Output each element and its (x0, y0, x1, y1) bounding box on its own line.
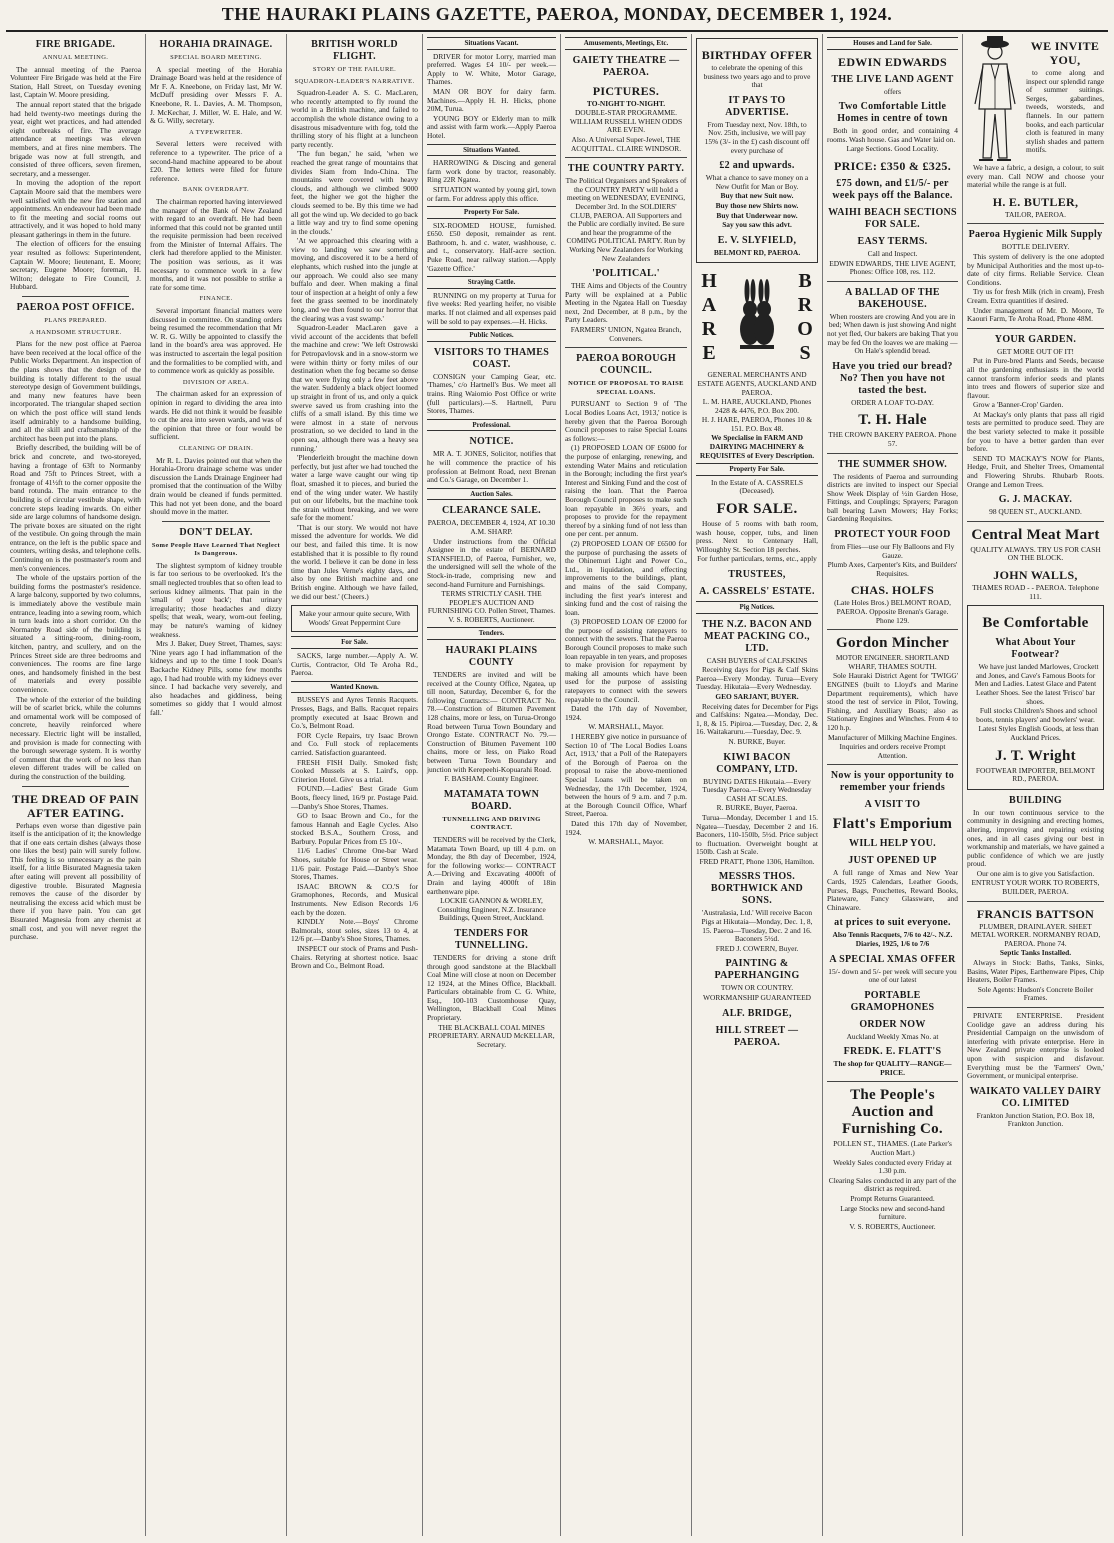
country-party-heading: THE COUNTRY PARTY. (567, 163, 685, 175)
opportunity-heading: Now is your opportunity to remember your friends (830, 770, 955, 794)
article-paragraph: The slightest symptom of kidney trouble is far too serious to be overlooked. It's the small neglected troubles that so often lead to serious kidney ailments. That pain in the 'small of your back'; that urinary irregularity; those headaches and dizzy spells; that weak, weary, worn-out feeling, may be nature's warning of kidney weakness. (150, 560, 282, 639)
auction-terms: TERMS STRICTLY CASH. THE PEOPLE'S AUCTION AND FURNISHING CO. Pollen Street, Thames. V. S. ROBERTS, Auctioneer. (427, 589, 556, 624)
estate-text: In the Estate of A. CASSRELS (Deceased). (711, 477, 803, 496)
garden-text: Put in Pure-bred Plants and Seeds, because all the gardening enthusiasts in the world cannot transform inferior seeds and plants into trees and flowers of superior size and flavour. (967, 356, 1104, 400)
classified-ad: RUNNING on my property at Turua for five weeks: Red yearling heifer, no visible marks. If not claimed and all expenses paid will be sold to pay expenses.—H. Hicks. (427, 290, 556, 326)
article-paragraph: The whole of the upstairs portion of the building forms the postmaster's residence. A large balcony, supported by two columns, is immediately above the vestibule main entrance, leading into a sewing room, which in turn leads into a short corridor. On the Normanby Road side of the building is situated a sitting-room, dining-room, kitchen, pantry, and scullery, and on the Princes Street side are three bedrooms and conveniences. The rooms are fine large ones, and handsomely finished in the best of materials and every possible convenience. (10, 573, 141, 694)
divider (967, 521, 1104, 522)
butler-text: We have a fabric, a design, a colour, to suit every man. Call NOW and choose your material while the range is at full. (967, 163, 1104, 190)
visit-heading: A VISIT TO (864, 799, 921, 811)
protect-text: Plumb Axes, Carpenter's Kits, and Builders' Requisites. (827, 560, 958, 578)
footwear-heading: What About Your Footwear? (995, 637, 1076, 661)
milk-text: Under management of Mr. D. Moore, Te Kaouri Farm, Te Aroha Road, Phone 48M. (967, 305, 1104, 324)
programme-line: DOUBLE-STAR PROGRAMME. WILLIAM RUSSELL WHEN ODDS ARE EVEN. (569, 108, 683, 135)
tunnelling-tenders-heading: TENDERS FOR TUNNELLING. (454, 927, 529, 951)
ad-line: Buy that Underwear now. (716, 210, 798, 220)
edwards-contact: EDWIN EDWARDS, THE LIVE AGENT, Phones: Office 108, res. 112. (829, 258, 956, 277)
classified-ad: DRIVER for motor Lorry, married man preferred. Wages £4 10/- per week.—Apply to W. White, Motor Garage, Thames. (427, 51, 556, 87)
signature: R. BURKE, Buyer, Paeroa. (716, 803, 798, 813)
alf-bridge-heading: ALF. BRIDGE, (722, 1007, 792, 1019)
auction-text: Weekly Sales conducted every Friday at 1.30 p.m. (833, 1157, 952, 1176)
summer-show-heading: THE SUMMER SHOW. (837, 458, 948, 470)
column-6 (692, 34, 823, 1536)
divider (827, 629, 958, 630)
article-paragraph: The annual report stated that the brigade had held twenty-two meetings during the year, eight wet practices, and had attended eight outbreaks of fire. The average attendance at meetings was eleven members, and at fires nine members. The brigade was now at full strength, and consisted of three officers, seven firemen, secretary, and a messenger. (10, 99, 141, 178)
article-paragraph: Mr R. L. Davies pointed out that when the Horahia-Ororu drainage scheme was under discussion the Lands Drainage Engineer had promised that the continuation of the Wilby drain would be cleaned if funds permitted. This had not yet been done, and the board should move in the matter. (150, 455, 282, 517)
classified-ad: Under instructions from the Official Assignee in the estate of BERNARD STANSFIELD, of Paeroa, Furnisher, we, the undersigned will sell the whole of the Stock-in-trade, comprising new and second-hand Furniture and Furnishings. (427, 536, 556, 589)
signature: N. BURKE, Buyer. (728, 736, 786, 746)
offers-text: offers (883, 86, 902, 96)
wright-heading: J. T. Wright (995, 747, 1076, 764)
prices-heading: at prices to suit everyone. (834, 917, 951, 929)
pig-text: Receiving days for Pigs & Calf Skins Paeroa—Every Monday. Turua—Every Tuesday. Hikutaia—Every Wednesday. (696, 665, 818, 692)
typewriter-subheading: A TYPEWRITER. (189, 128, 243, 136)
signature: FRED J. COWERN, Buyer. (715, 943, 799, 953)
signature: F. BASHAM. County Engineer. (444, 774, 539, 784)
enterprise-text: PRIVATE ENTERPRISE. President Coolidge gave an address during his Presidential Campaign on the unwisdom of interfering with private enterprise. Here in New Zealand private enterprise is looked upon with suspicion and disfavour. Everything must be the 'Farmers' Own,' Government, or municipal enterprise. (967, 1011, 1104, 1081)
order-loaf: ORDER A LOAF TO-DAY. (851, 397, 934, 407)
masthead: THE HAURAKI PLAINS GAZETTE, PAEROA, MONDAY, DECEMBER 1, 1924. (221, 4, 893, 24)
butler-text: TAILOR, PAEROA. (1005, 209, 1066, 219)
column-7 (823, 34, 963, 1536)
classified-ad: SIX-ROOMED HOUSE, furnished. £650. £50 deposit, remainder as rent. Bathroom, h. and c. water, washhouse, c. and t., conservatory. Half-acre section. Puke Road, near railway station.—Apply 'Gazette Office.' (427, 220, 556, 273)
mincher-text: MOTOR ENGINEER. SHORTLAND WHARF, THAMES SOUTH. (835, 653, 950, 671)
butler-heading: H. E. BUTLER, (992, 194, 1079, 209)
battson-text: Septic Tanks Installed. (999, 948, 1072, 958)
cleaning-subheading: CLEANING OF DRAIN. (178, 444, 254, 452)
divider (827, 1081, 958, 1082)
straying-cattle-section: Straying Cattle. (427, 276, 556, 289)
signature: GEO SARJANT, BUYER. (715, 691, 799, 701)
loan-date: Dated this 17th day of November, 1924. (565, 818, 687, 837)
divider (565, 157, 687, 158)
loan-notice: (1) PROPOSED LOAN OF £6000 for the purpose of enlarging, renewing, and extending Water Mains and reticulation in the Borough; including the first year's Interest and Sinking Fund and the cost of raising the loan. That the Paeroa Borough Council proposes to make such loan repayable in 36½ years, and proposes to provide for the repayment thereof by a sinking fund of not less than one per cent. per annum. (565, 443, 687, 539)
division-subheading: DIVISION OF AREA. (182, 378, 250, 386)
houses-land-section: Houses and Land for Sale. (827, 37, 958, 50)
painting-text: WORKMANSHIP GUARANTEED (703, 993, 811, 1003)
divider (827, 281, 958, 282)
trustees-heading: TRUSTEES, (728, 569, 786, 580)
wanted-known-section: Wanted Known. (291, 681, 418, 694)
column-1 (6, 34, 146, 1536)
mincher-text: Inquiries and orders receive Prompt Attention. (839, 742, 946, 760)
mincher-text: Manufacturer of Milking Machine Engines. (827, 732, 958, 742)
classified-ad: FRESH FISH Daily. Smoked fish; Cooked Mussels at S. Laird's, opp. Criterion Hotel. Give us a trial. (291, 757, 418, 784)
world-flight-subheading: STORY OF THE FAILURE. (312, 66, 397, 73)
article-paragraph: Several important financial matters were discussed in committee. On standing orders being resumed the recommendation that Mr W. R. G. Willy be appointed to classify the land in the board's area was approved. He was instructed to ascertain the legal position and the formalities to be complied with, and to commence work as quickly as possible. (150, 306, 282, 376)
summer-show-text: The residents of Paeroa and surrounding districts are invited to inspect our Special Show Week Display of ½in Garden Hose, Fittings, and Couplings; Sprayers; Paragon ball bearing Lawn Mowers; Hay Forks; Gardening Requisites. (827, 471, 958, 524)
column-2 (146, 34, 287, 1536)
order-now-heading: ORDER NOW (859, 1018, 926, 1030)
classified-ad: TENDERS will be received by the Clerk, Matamata Town Board, up till 4 p.m. on Monday, the 8th day of December, 1924, for the following works:— CONTRACT A.—Driving and Excavating 4000ft of Drain and laying 4000ft of 18in earthenware pipe. (427, 834, 556, 896)
auction-text: Prompt Returns Guaranteed. (850, 1194, 935, 1204)
notice-heading: NOTICE. (469, 436, 514, 448)
article-paragraph: The chairman reported having interviewed the manager of the Bank of New Zealand with regard to an overdraft. He had been informed that this could not be granted until the requisite permission had been received from the Minister of Internal Affairs. The clerk had therefore applied to the Minister. The position was serious, as it was necessary to commence work in a few months, and it was not possible to strike a rate for some time. (150, 196, 282, 292)
ballad-heading: A BALLAD OF THE BAKEHOUSE. (845, 286, 940, 310)
ad-text: What a chance to save money on a New Outfit for Man or Boy. (705, 173, 809, 191)
building-text: Our one aim is to give you Satisfaction. (976, 868, 1095, 878)
classified-ad: GO to Isaac Brown and Co., for the famous Hannah and Eagle Cycles. Also stocked B.S.A., Southern Cross, and Barbury. Popular Prices from £5 10/-. (291, 811, 418, 846)
inspect-text: Call and Inspect. (867, 248, 918, 258)
upwards-heading: £2 and upwards. (719, 160, 795, 172)
slyfield-address: BELMONT RD, PAEROA. (713, 247, 801, 257)
loan-notice: (2) PROPOSED LOAN OF £6500 for the purpose of purchasing the assets of the Ohinemuri Light and Power Co., Ltd., in liquidation, and effecting improvements to the buildings, plant, and mains of the said Company, including the first year's interest and sinking fund and the cost of raising the loan. (565, 538, 687, 617)
footwear-text: Full stocks Children's Shoes and school boots, tennis players' and bowlers' wear. (976, 706, 1098, 724)
horahia-drainage-heading: HORAHIA DRAINAGE. (159, 39, 273, 50)
garden-text: At Mackay's only plants that pass all rigid tests are permitted to produce seed. They are the best variety selected to make it possible for you to have a better garden than ever before. (967, 409, 1104, 454)
hale-heading: T. H. Hale (858, 412, 927, 429)
footwear-text: We have just landed Marlowes, Crockett and Jones, and Cave's Famous Boots for Men and Ladies. Latest Glace and Patent Leather Shoes. See the latest 'Frisco' bar shoes. (974, 662, 1099, 706)
classified-ad: KINDLY Note.—Boys' Chrome Balmorals, stout soles, sizes 13 to 4, at 12/6 pr.—Danby's Shoe Stores, Thames. (291, 917, 418, 944)
painting-heading: PAINTING & PAPERHANGING (714, 958, 800, 982)
flatts-text: The shop for QUALITY—RANGE—PRICE. (833, 1059, 952, 1077)
building-text: In our town continuous service to the community in designing and erecting homes, altering, improving and repairing existing ones, and in all cases giving our best in workmanship and materials, we have gained a public confidence of which we are justly proud. (967, 807, 1104, 869)
tunnelling-subheading: TUNNELLING AND DRIVING CONTRACT. (442, 815, 541, 832)
nz-bacon-heading: THE N.Z. BACON AND MEAT PACKING CO., LTD. (701, 618, 813, 654)
article-paragraph: Squadron-Leader A. S. C. MacLaren, who recently attempted to fly round the world in a British machine, and failed to accomplish the whole distance owing to a disastrous misadventure with fog, told the thrilling story of his flight at a luncheon party recently. (291, 88, 418, 149)
borthwick-heading: MESSRS THOS. BORTHWICK AND SONS. (710, 871, 804, 907)
holfs-text: (Late Holes Bros.) BELMONT ROAD, PAEROA. Opposite Brenan's Garage. Phone 129. (834, 598, 951, 625)
protect-food-heading: PROTECT YOUR FOOD (834, 529, 951, 541)
estate-text: For further particulars, terms, etc., apply (697, 554, 817, 564)
programme-line: Also. A Universal Super-Jewel, THE ACQUITTAL. CLAIRE WINDSOR. (570, 134, 682, 153)
rabbits-icon (732, 277, 782, 357)
kiwi-bacon-heading: KIWI BACON COMPANY, LTD. (716, 751, 798, 775)
article-paragraph: Plans for the new post office at Paeroa have been received at the local office of the Public Works Department. An inspection of the plans shows that the design of the building is totally different to the usual stereotype design of Government buildings, and many new features have been incorporated. The triangular shaped section on which the post office will stand lends itself admirably to a handsome building, and all the skill and craftsmanship of the architect has been put into the plans. (10, 339, 141, 443)
column-5 (561, 34, 692, 1536)
garden-text: Grow a 'Banner-Crop' Garden. (973, 400, 1064, 410)
tonight-line: TO-NIGHT TO-NIGHT. (586, 98, 666, 108)
john-walls-heading: JOHN WALLS, (993, 568, 1078, 582)
signature: FRED PRATT, Phone 1306, Hamilton. (699, 856, 815, 866)
flatts-text: Also Tennis Racquets, 7/6 to 42/-. N.Z. Diaries, 1925, 1/6 to 7/6 (832, 930, 953, 948)
auction-text: Clearing Sales conducted in any part of the district as required. (828, 1175, 957, 1194)
ad-text: to celebrate the opening of this business two years ago and to prove that (703, 63, 811, 90)
divider (22, 786, 129, 787)
gentleman-illustration (967, 34, 1023, 164)
article-paragraph: The election of officers for the ensuing year resulted as follows: Superintendent, Captain W. Moore; lieutenant, E. Moore; secretary, Eugene Moore; foreman, H. Wilton; delegate to Fire Council, J. Hubbard. (10, 239, 141, 292)
hare-text: GENERAL MERCHANTS AND ESTATE AGENTS, AUCKLAND AND PAEROA. (697, 370, 817, 397)
waikato-text: Frankton Junction Station, P.O. Box 18, Frankton Junction. (976, 1110, 1095, 1129)
we-invite-heading: WE INVITE YOU, (1030, 39, 1100, 67)
classified-ad: SITUATION wanted by young girl, town or farm. For address apply this office. (427, 184, 556, 203)
peppermint-ad: Make your armour quite secure, With Woods' Great Peppermint Cure (291, 605, 418, 632)
estate-text: House of 5 rooms with bath room, wash house, copper, tubs, and linen press. Next to Centenary Hall, Willoughby St. Section 18 perches. (696, 519, 818, 554)
tenders-section: Tenders. (427, 627, 556, 640)
hare-text: H. J. HARE, PAEROA, Phones 10 & 151. P.O. Box 48. (701, 415, 813, 433)
loan-notice: (3) PROPOSED LOAN OF £2000 for the purpose of assisting ratepayers to connect with the sewers. That the Paeroa Borough Council proposes to make such loan repayable in ten years, and proposes to make provision for repayment by making all amounts which have been used for the purpose of assisting ratepayers to connect with the sewers repayable to the Council. (565, 617, 687, 704)
for-sale-heading: FOR SALE. (716, 501, 798, 518)
divider (967, 223, 1104, 224)
peoples-auction-heading: The People's Auction and Furnishing Co. (842, 1087, 943, 1138)
tried-bread-heading: Have you tried our bread? No? Then you have not tasted the best. (832, 360, 953, 396)
loan-notice: PURSUANT to Section 9 of 'The Local Bodies Loans Act, 1913,' notice is hereby given that the Paeroa Borough Council proposes to raise Special Loans as follows:— (565, 399, 687, 443)
auction-sales-section: Auction Sales. (427, 488, 556, 501)
overdraft-subheading: BANK OVERDRAFT. (182, 186, 250, 194)
signature: W. MARSHALL, Mayor. (588, 837, 664, 847)
public-notices-section: Public Notices. (427, 329, 556, 342)
divider (967, 1007, 1104, 1008)
classified-ad: HARROWING & Discing and general farm work done by tractor, reasonably. Ring 22R Ngatea. (427, 158, 556, 185)
article-paragraph: Perhaps even worse than digestive pain itself is the anticipation of it; the knowledge that if one eats certain dishes (always those one likes the best) pain will surely follow. This feeling is so unnecessary as the pain itself, for a little Bisurated Magnesia taken after eating will prevent all possibility of digestive trouble. Bisurated Magnesia removes the cause of the disorder by neutralising the excess acid which must be there if you have pain. You can get Bisurated Magnesia from any chemist at small cost, and you will never regret the purchase. (10, 820, 141, 942)
homes-heading: Two Comfortable Little Homes in centre of town (837, 101, 948, 125)
classified-ad: SACKS, large number.—Apply A. W. Curtis, Contractor, Old Te Aroha Rd., Paeroa. (291, 651, 418, 678)
live-agent-heading: THE LIVE LAND AGENT (831, 73, 954, 85)
world-flight-subheading-2: SQUADRON-LEADER'S NARRATIVE. (294, 77, 415, 85)
signature: THE BLACKBALL COAL MINES PROPRIETARY. ARNAUD McKELLAR, Secretary. (428, 1022, 555, 1049)
bakery-text: THE CROWN BAKERY PAEROA. Phone 57. (828, 430, 957, 448)
xmas-offer-heading: A SPECIAL XMAS OFFER (829, 953, 956, 965)
just-opened-heading: JUST OPENED UP (848, 855, 937, 867)
it-pays-heading: IT PAYS TO ADVERTISE. (725, 94, 789, 118)
pig-text: Receiving dates for December for Pigs and Calfskins: Ngatea.—Monday, Dec. 1, 8, & 15. Pipiroa.—Tuesday, Dec. 2, & 16. Waitakaruru.—Tuesday, Dec. 9. (696, 701, 818, 737)
post-office-subheading-2: A HANDSOME STRUCTURE. (29, 328, 122, 336)
signature: W. MARSHALL, Mayor. (588, 722, 664, 732)
ad-line: Buy those new Shirts now. (715, 200, 799, 210)
ad-line: Say you saw this advt. (722, 220, 792, 230)
flatts-heading: Flatt's Emporium (832, 816, 953, 833)
pig-text: Turua—Monday, December 1 and 15. Ngatea—Tuesday, December 2 and 16. Baconers, 110-150lb, 5½d. Price subject to fluctuation. Overweight bought at 150lb. Cash at Scale. (696, 812, 818, 857)
hill-street-heading: HILL STREET — PAEROA. (715, 1024, 799, 1048)
amusements-section: Amusements, Meetings, Etc. (565, 37, 687, 50)
classified-ad: ISAAC BROWN & CO.'S for Gramophones, Records, and Musical Instruments. New Edison Records 1/6 each by the dozen. (291, 881, 418, 917)
classified-ad: CONSIGN your Camping Gear, etc. 'Thames,' c/o Hartnell's Bus. We meet all trains. Ring Waiomio Post Office or write (full particulars).—S. Hartnell, Puru Stores, Thames. (427, 371, 556, 416)
post-office-heading: PAEROA POST OFFICE. (16, 302, 135, 314)
article-paragraph: In moving the adoption of the report Captain Moore said that the members were well satisfied with the new fire station and appointments. An endeavour had been made to fit the meeting and social rooms out attractively, and it was hoped to hold many pleasant gatherings in them in the future. (10, 178, 141, 239)
masthead-rule (6, 30, 1108, 32)
divider (967, 328, 1104, 329)
classified-ad: 11/6 Ladies' Chrome One-bar Ward Shoes, suitable for House or Street wear. 11/6 pair. Postage Paid.—Danby's Shoe Stores, Thames. (291, 846, 418, 882)
milk-text: This system of delivery is the one adopted by Municipal Authorities and the most up-to-date of city firms. Reliable Service. Clean Conditions. (967, 251, 1104, 287)
flatts-text: Auckland Weekly Xmas No. at (846, 1031, 939, 1041)
signature: V. S. ROBERTS, Auctioneer. (849, 1221, 936, 1231)
waihi-heading: WAIHI BEACH SECTIONS FOR SALE. (828, 206, 957, 230)
fredk-flatt-heading: FREDK. E. FLATT'S (843, 1046, 942, 1058)
pig-notices-section: Pig Notices. (696, 601, 818, 614)
milk-supply-heading: Paeroa Hygienic Milk Supply (968, 229, 1103, 241)
ballad-text: When roosters are crowing And you are in bed; When dawn is just showing And night not yet fled, Our bakers are baking That you may be fed On the loaves we are making —On Hale's splendid bread. (827, 311, 959, 356)
estate-heading: A. CASSRELS' ESTATE. (699, 586, 815, 597)
gaiety-theatre-heading: GAIETY THEATRE — PAEROA. (572, 54, 680, 78)
matamata-heading: MATAMATA TOWN BOARD. (443, 788, 540, 812)
meat-text: THAMES ROAD - - PAEROA. Telephone 111. (972, 583, 1099, 601)
painting-text: TOWN OR COUNTRY. (720, 983, 794, 993)
article-paragraph: Several letters were received with reference to a typewriter. The price of a second-hand machine appeared to be about £20. The letters were filed for future reference. (150, 139, 282, 183)
gramophones-heading: PORTABLE GRAMOPHONES (850, 989, 935, 1013)
classified-ad: MR A. T. JONES, Solicitor, notifies that he will commence the practice of his profession at Belmont Road, next Brenan and Co.'s Garage, on December 1. (427, 449, 556, 485)
milk-text: Try us for fresh Milk (rich in cream), Fresh Cream. Extra quantities if desired. (967, 287, 1104, 305)
mackay-heading: G. J. MACKAY. (998, 494, 1073, 506)
help-heading: WILL HELP YOU. (849, 838, 936, 850)
auction-text: POLLEN ST., THAMES. (Late Parker's Auction Mart.) (833, 1139, 952, 1158)
divider (22, 296, 129, 297)
political-heading: 'POLITICAL.' (592, 268, 660, 280)
mincher-heading: Gordon Mincher (836, 635, 949, 652)
divider (827, 764, 958, 765)
classified-ad: TENDERS for driving a stone drift through good sandstone at the Blackball Coal Mine will close at noon on December 12 1924, at the Mines Office, Blackball. Particulars obtainable from C. G. White, Esq., 100-103 Customhouse Quay, Wellington, Blackball Coal Mines Proprietary. (427, 952, 556, 1023)
dont-delay-heading: DON'T DELAY. (179, 526, 253, 538)
meat-mart-heading: Central Meat Mart (971, 526, 1100, 543)
homes-text: Large Sections. Good Locality. (846, 144, 939, 154)
bros-letters: B R O S (797, 270, 813, 365)
article-paragraph: The whole of the exterior of the building will be of scarlet brick, while the columns and ornamental work will be composed of concrete, heavily reinforced where necessary. Electric light will be installed, and provision is made for connecting with the borough sewerage system. It is worthy of comment that the work of no less than eleven different trades will be called on during the construction of the building. (10, 694, 141, 781)
garden-text: GET MORE OUT OF IT! (997, 346, 1074, 356)
borough-council-heading: PAEROA BOROUGH COUNCIL. (576, 353, 676, 377)
signature: LOCKIE GANNON & WORLEY, Consulting Engineer, N.Z. Insurance Buildings, Queen Street, Auckland. (437, 896, 546, 923)
meeting-notice: The Political Organisers and Speakers of the COUNTRY PARTY will hold a meeting on WEDNESDAY, EVENING, December 3rd. In the SOLDIERS' CLUB, PAEROA. All Supporters and the Public are cordially invited. Be sure and hear the programme of the COMING POLITICAL PARTY. Run by Working New Zealanders for Working New Zealanders (565, 176, 687, 263)
slyfield-ad (696, 38, 818, 263)
classified-ad: FOR Cycle Repairs, try Isaac Brown and Co. Full stock of replacements carried. Satisfaction guaranteed. (291, 730, 418, 757)
professional-section: Professional. (427, 419, 556, 432)
garden-text: SEND TO MACKAY'S NOW for Plants, Hedge, Fruit, and Shelter Trees, Ornamental and Flowering Shrubs. Rhubarb Roots. Orange and Lemon Trees. (967, 453, 1104, 489)
footwear-text: FOOTWEAR IMPORTER, BELMONT RD., PAEROA. (975, 765, 1096, 784)
hare-specialise: We Specialise in FARM AND DAIRYING MACHINERY & REQUISITES of Every Description. (699, 433, 815, 460)
battson-text: PLUMBER, DRAINLAYER. SHEET METAL WORKER. NORMANBY ROAD, PAEROA. Phone 74. (970, 921, 1101, 948)
hauraki-county-heading: HAURAKI PLAINS COUNTY (445, 645, 538, 669)
edwin-edwards-heading: EDWIN EDWARDS (838, 54, 947, 69)
divider (967, 901, 1104, 902)
auction-date: PAEROA, DECEMBER 4, 1924, AT 10.30 A.M. SHARP. (427, 518, 556, 536)
article-paragraph: A special meeting of the Horahia Drainage Board was held at the residence of Mr F. A. Kneebone, on Friday last, Mr W. McDuff presiding over Messrs F. A. Kneebone, R. L. Davies, A. M. Thompson, J. McKechar, J. Miller, W. E. Hale, and W. & G. Willy, secretary. (150, 64, 282, 126)
loans-subheading: NOTICE OF PROPOSAL TO RAISE SPECIAL LOANS. (568, 380, 684, 396)
battson-text: Sole Agents: Hudson's Concrete Boiler Frames. (977, 984, 1094, 1003)
divider (162, 521, 270, 522)
butler-text: to come along and inspect our splendid range of summer suitings. Serges, gabardines, tweeds, worsteds, and flannels. In our pattern books, and each particular cloth is featured in many stylish shades and pattern motifs. (1026, 68, 1104, 155)
building-heading: BUILDING (1009, 794, 1062, 806)
classified-ad: YOUNG BOY or Elderly man to milk and assist with farm work.—Apply Paeroa Hotel. (427, 113, 556, 140)
visitors-heading: VISITORS TO THAMES COAST. (433, 346, 550, 370)
pig-text: CASH BUYERS of CALFSKINS (706, 655, 808, 665)
property-for-sale-section: Property For Sale. (696, 463, 818, 476)
battson-heading: FRANCIS BATTSON (976, 906, 1095, 921)
milk-text: BOTTLE DELIVERY. (1001, 242, 1070, 252)
situations-wanted-section: Situations Wanted. (427, 144, 556, 157)
clearance-sale-heading: CLEARANCE SALE. (442, 505, 541, 517)
building-text: ENTRUST YOUR WORK TO ROBERTS, BUILDER, PAEROA. (971, 878, 1100, 897)
classified-ad: INSPECT our stock of Prams and Push-Chairs. Retyring at shortest notice. Isaac Brown and Co., Belmont Road. (291, 944, 418, 971)
your-garden-heading: YOUR GARDEN. (994, 333, 1077, 345)
column-4 (423, 34, 561, 1536)
article-paragraph: The annual meeting of the Paeroa Volunteer Fire Brigade was held at the Fire Station, Hall Street, on Tuesday evening last, Captain W. Moore presiding. (10, 64, 141, 100)
signature: FARMERS' UNION, Ngatea Branch, Conveners. (570, 325, 682, 343)
meeting-notice: THE Aims and Objects of the Country Party will be explained at a Public Meeting in the Ngatea Hall on Tuesday next, 2nd December, at 8 p.m., by the Party Leaders. (565, 281, 687, 325)
auction-text: Large Stocks new and second-hand furniture. (840, 1203, 945, 1222)
homes-text: Both in good order, and containing 4 rooms. Wash house. Gas and Water laid on. (827, 126, 958, 144)
protect-text: from Flies—use our Fly Balloons and Fly Gauze. (830, 542, 955, 560)
article-paragraph: Mrs J. Baker, Duey Street, Thames, says: 'Nine years ago I had inflammation of the kidneys and up to the time I took Doan's Backache Kidney Pills, some few months ago, I had had trouble with my kidneys ever since. I had backache very severely, and also headaches and giddiness, being sometimes so giddy that I would almost fall.' (150, 639, 282, 717)
finance-subheading: FINANCE. (199, 295, 233, 303)
ad-text: From Tuesday next, Nov. 18th, to Nov. 25th, inclusive, we will pay 15% (3/- in the £) cash discount off every purchase of (704, 119, 810, 155)
pig-text: 'Australasia, Ltd.' Will receive Bacon Pigs at Hikutaia—Monday, Dec. 1, 8, 15. Paeroa—Tuesday, Dec. 2 and 16. Baconers 5½d. (701, 908, 813, 944)
ad-line: Buy that new Suit now. (720, 191, 794, 201)
classified-ad: MAN OR BOY for dairy farm. Machines.—Apply H. H. Hicks, phone 20M, Turua. (427, 86, 556, 114)
slyfield-name: E. V. SLYFIELD, (717, 234, 797, 246)
loan-notice: I HEREBY give notice in pursuance of Section 10 of 'The Local Bodies Loans Act, 1913,' that a Poll of the Ratepayers of the Borough of Paeroa on the proposal to raise the above-mentioned Special Loans will be taken on Wednesday, the 17th December, 1924, between the hours of 9 a.m. and 7 p.m. at the Borough Council Office, Wharf Street, Paeroa. (565, 732, 687, 819)
article-paragraph: 'The fun began,' he said, 'when we reached the great range of mountains that divides Siam from Indo-China. The mountains were covered with heavy clouds, and although we climbed 9000 feet, the higher we got the higher the clouds seemed to be. By this time we had all got the wind up. We decided to go back a little way and try to find some opening in the clouds.' (291, 149, 418, 236)
hare-letters: H A R E (701, 270, 717, 365)
pig-text: BUYING DATES Hikutaia.—Every Tuesday Paeroa.—Every Wednesday CASH AT SCALES. (702, 776, 812, 803)
price-heading: PRICE: £350 & £325. (833, 158, 952, 173)
terms-heading: £75 down, and £1/5/- per week pays off the Balance. (832, 177, 953, 201)
article-paragraph: 'Plenderleith brought the machine down perfectly, but just after we had touched the water a large wave caught our wing tip float, smashed it to pieces, and buried the end of the wing under water. We hastily put on our lifebelts, but the machine took the strain without breaking, and we were safe for the moment.' (291, 453, 418, 523)
article-paragraph: 'That is our story. We would not have missed the adventure for worlds. We did our best, and failed this time. It is now established that it is possible to fly round the world. I believe it can be done in less time than Jules Verne's eighty days, and also by one British machine and one British engine. Although we have failed, we did our best.' (Cheers.) (291, 522, 418, 601)
article-paragraph: The chairman asked for an expression of opinion in regard to dividing the area into wards. He did not think it would be feasible to cut the area into seven wards, and was of the opinion that three or four would be sufficient. (150, 389, 282, 442)
footwear-ad (967, 605, 1104, 790)
property-for-sale-section: Property For Sale. (427, 206, 556, 219)
be-comfortable-heading: Be Comfortable (982, 615, 1089, 632)
situations-vacant-section: Situations Vacant. (427, 37, 556, 50)
article-paragraph: Squadron-Leader MacLaren gave a vivid account of the accidents that befell the machine and crew: 'We left Ostrowski for Petropavlovsk and in a snow-storm we were within thirty or forty miles of our destination when the fog became so dense that we were flying only a few feet above the water. Suddenly a black object loomed up straight in front of us, and only a quick swerve saved us from crashing into the cliffs of a small island. By this time we were almost in a state of nervous prostration, so we decided to land in the open sea, although there was a heavy sea running.' (291, 323, 418, 453)
divider (565, 347, 687, 348)
footwear-text: Latest Styles English Goods, at less than Auckland Prices. (978, 724, 1099, 742)
loan-date: Dated the 17th day of November, 1924. (565, 704, 687, 722)
column-8 (963, 34, 1108, 1536)
fire-brigade-subheading: ANNUAL MEETING. (42, 54, 109, 61)
pictures-heading: PICTURES. (592, 83, 660, 98)
classified-ad: TENDERS are invited and will be received at the County Office, Ngatea, up till noon, Saturday, December 6, for the following Contracts:— CONTRACT No. 78.—Construction of Bitumen Pavement 128 chains, more or less, on Turua-Orongo Road between Turua Town Boundary and Orongo Estate. CONTRACT No. 79.—Construction of Bitumen Pavement 100 chains, more or less, on Piako Road between Turua Town Boundary and junction with Kerepeehi-Kopuarahi Road. (427, 670, 556, 774)
dread-of-pain-heading: THE DREAD OF PAIN AFTER EATING. (12, 791, 139, 820)
article-paragraph: 'At we approached this clearing with a view to landing we saw something moving, and discovered it to be a herd of elephants, which rushed into the jungle at our approach. We could also see many buffalo and deer. When making a final tour of inspection at a height of only a few feet the grass seemed to be inordinately long, and we then found to our horror that the clearing was a vast swamp.' (291, 236, 418, 323)
easy-terms-heading: EASY TERMS. (857, 235, 928, 247)
mincher-text: Sole Hauraki District Agent for 'TWIGG' ENGINES (built to Lloyd's and Marine Department requirements), which have stood the test of service in Pilot, Towing, Fishing, and Auxiliary Boats; also as Stationary Engines and Winches. From 4 to 120 h.p. (827, 671, 958, 732)
post-office-subheading: PLANS PREPARED. (44, 317, 107, 325)
classified-ad: BUSSEYS and Ayres Tennis Racquets. Presses, Bags, and Balls. Racquet repairs promptly executed at Isaac Brown and Co.'s, Belmont Road. (291, 695, 418, 731)
hare-bros-logo (696, 269, 818, 365)
classified-ad: FOUND.—Ladies' Best Grade Gum Boots, fleecy lined, 16/9 pr. Postage Paid.—Danby's Shoe Stores, Thames. (291, 784, 418, 811)
birthday-offer-heading: BIRTHDAY OFFER (701, 48, 813, 62)
column-3 (287, 34, 423, 1536)
waikato-heading: WAIKATO VALLEY DAIRY CO. LIMITED (969, 1085, 1102, 1109)
for-sale-section: For Sale. (291, 636, 418, 649)
flatts-text: 15/- down and 5/- per week will secure you one of our latest (828, 966, 957, 985)
meat-text: QUALITY ALWAYS. TRY US FOR CASH ON THE BLOCK. (970, 544, 1101, 563)
hare-text: L. M. HARE, AUCKLAND, Phones 2428 & 4476, P.O. Box 200. (702, 397, 812, 415)
article-paragraph: Briefly described, the building will be of brick and concrete, and two-storeyed, having a frontage of 63ft to Normanby Road and 75ft to Princes Street, with a frontage of 41½ft to the corner opposite the band rotunda. The main entrance to the building is of circular vestibule shape, with concrete steps leading inwards. On either side are large columns of handsome design. The private boxes are situated on the right of the vestibule. On going through the main entrance, on the left is the public space and counters, writing desks, and telephone cells. Continuing on is the postmaster's room and men's conveniences. (10, 443, 141, 573)
horahia-subheading: SPECIAL BOARD MEETING. (170, 54, 262, 61)
garden-text: 98 QUEEN ST., AUCKLAND. (989, 507, 1082, 517)
page-columns (6, 34, 1108, 1536)
battson-text: Always in Stock: Baths, Tanks, Sinks, Basins, Water Pipes, Earthenware Pipes, Chip Heaters, Boiler Frames. (967, 958, 1104, 985)
world-flight-heading: BRITISH WORLD FLIGHT. (311, 39, 398, 62)
divider (827, 453, 958, 454)
flatts-text: A full range of Xmas and New Year Cards, 1925 Calendars, Leather Goods, Purses, Bags, Pouchettes, Reward Books, Plateware, Fancy Glassware, and Chinaware. (827, 868, 958, 912)
dont-delay-subheading: Some People Have Learned That Neglect Is Dangerous. (151, 541, 281, 558)
holfs-heading: CHAS. HOLFS (850, 583, 935, 598)
fire-brigade-heading: FIRE BRIGADE. (35, 39, 116, 50)
